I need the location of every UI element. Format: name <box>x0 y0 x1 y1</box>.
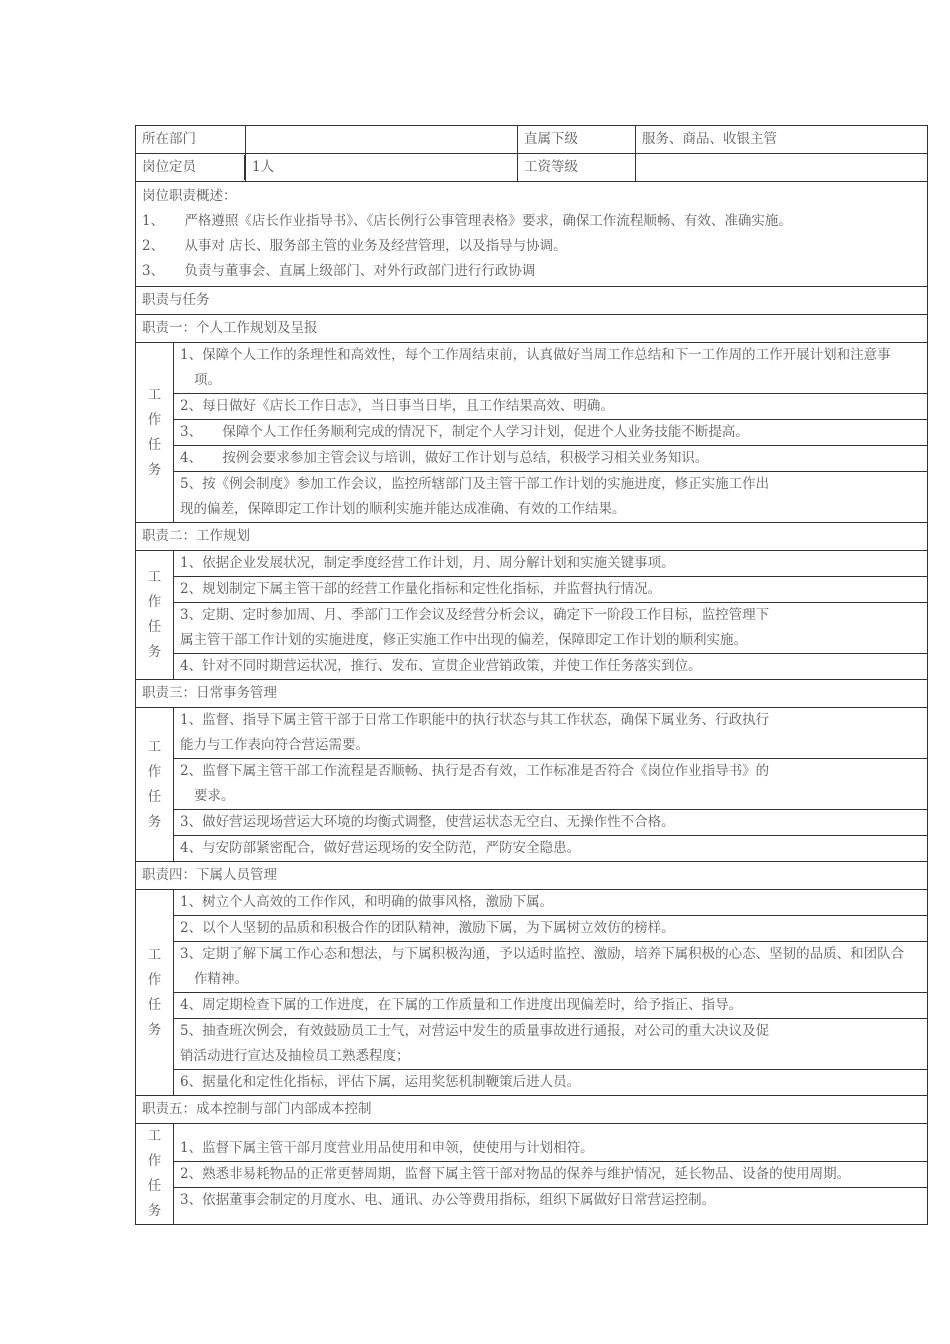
task-item-line: 2、监督下属主管干部工作流程是否顺畅、执行是否有效，工作标准是否符合《岗位作业指导书》的 <box>180 763 770 779</box>
job-description-document <box>135 125 927 1225</box>
task-label-char: 任 <box>147 996 162 1013</box>
headcount-label: 岗位定员 <box>136 155 245 180</box>
section-title: 职责三：日常事务管理 <box>136 680 928 708</box>
task-item-line: 1、树立个人高效的工作作风，和明确的做事风格，激励下属。 <box>180 894 554 910</box>
task-label-char: 工 <box>147 386 162 403</box>
task-item <box>174 810 927 836</box>
task-label-char: 务 <box>147 1203 162 1219</box>
task-label <box>136 343 174 523</box>
section-title: 职责五：成本控制与部门内部成本控制 <box>136 1096 928 1124</box>
job-table <box>135 125 928 1225</box>
task-item-line: 4、针对不同时期营运状况，推行、发布、宣贯企业营销政策，并使工作任务落实到位。 <box>180 658 702 674</box>
superior-label: 直属下级 <box>518 126 636 154</box>
task-item <box>174 472 927 523</box>
task-item-line: 3、定期、定时参加周、月、季部门工作会议及经营分析会议，确定下一阶段工作目标，监控管理下 <box>180 607 770 623</box>
task-item <box>174 577 927 603</box>
task-item-line: 2、每日做好《店长工作日志》，当日事当日毕，且工作结果高效、明确。 <box>180 398 614 414</box>
task-item-line: 1、监督下属主管干部月度营业用品使用和申领，使使用与计划相符。 <box>180 1139 594 1156</box>
task-item <box>174 942 927 993</box>
task-item <box>174 654 927 680</box>
grade-label: 工资等级 <box>518 154 636 182</box>
section-title: 职责二：工作规划 <box>136 523 928 551</box>
task-item-line: 现的偏差，保障即定工作计划的顺利实施并能达成准确、有效的工作结果。 <box>180 501 626 517</box>
task-item-line: 5、抽查班次例会，有效鼓励员工士气，对营运中发生的质量事故进行通报，对公司的重大决议及促 <box>180 1023 770 1039</box>
task-item <box>174 446 927 472</box>
section-title-row <box>136 862 928 890</box>
grade-value <box>636 154 928 182</box>
task-label-char: 工 <box>147 569 162 585</box>
task-item <box>174 1070 927 1096</box>
section-body-row <box>136 890 928 1096</box>
task-label-char: 任 <box>147 788 162 805</box>
dept-value <box>246 126 518 154</box>
task-item-line: 1、监督、指导下属主管干部于日常工作职能中的执行状态与其工作状态，确保下属业务、行政执行 <box>180 712 770 728</box>
task-item-line: 2、规划制定下属主管干部的经营工作量化指标和定性化指标，并监督执行情况。 <box>180 581 662 597</box>
overview-item: 2、 从事对 店长、服务部主管的业务及经营管理，以及指导与协调。 <box>142 238 567 254</box>
task-item <box>174 1187 927 1213</box>
duties-title: 职责与任务 <box>136 287 928 315</box>
task-item-line: 能力与工作表向符合营运需要。 <box>180 737 369 753</box>
task-label-char: 务 <box>147 461 162 478</box>
section-title: 职责一：个人工作规划及呈报 <box>136 315 928 343</box>
section-title-row <box>136 680 928 708</box>
task-item <box>174 394 927 420</box>
task-label-char: 作 <box>147 1153 162 1169</box>
section-body-row <box>136 343 928 523</box>
task-label-char: 务 <box>147 1021 162 1038</box>
task-label <box>136 1124 174 1225</box>
overview-item: 1、 严格遵照《店长作业指导书》、《店长例行公事管理表格》要求，确保工作流程顺畅、有效、准确实施。 <box>142 213 792 229</box>
task-item-line: 6、据量化和定性化指标，评估下属，运用奖惩机制鞭策后进人员。 <box>180 1074 581 1090</box>
task-item <box>174 420 927 446</box>
section-body-row <box>136 708 928 862</box>
task-label-char: 务 <box>147 644 162 660</box>
headcount-value: 1人 <box>246 154 518 182</box>
task-label-char: 作 <box>147 971 162 988</box>
task-label-char: 作 <box>147 411 162 428</box>
dept-label: 所在部门 <box>136 126 246 154</box>
task-label <box>136 551 174 680</box>
task-item-line: 5、按《例会制度》参加工作会议，监控所辖部门及主管干部工作计划的实施进度，修正实施工作出 <box>180 476 770 492</box>
task-item-line: 1、保障个人工作的条理性和高效性，每个工作周结束前，认真做好当周工作总结和下一工作周的工作开展计划和注意事 <box>180 347 891 363</box>
task-item <box>174 551 927 577</box>
task-item-line: 作精神。 <box>194 971 248 987</box>
task-label-char: 工 <box>147 946 162 963</box>
task-item-line: 要求。 <box>194 788 235 804</box>
task-item <box>174 603 927 654</box>
task-item <box>174 343 927 394</box>
header-row-2 <box>136 154 928 182</box>
task-item <box>174 708 927 759</box>
task-label <box>136 890 174 1096</box>
task-item-line: 3、依据董事会制定的月度水、电、通讯、办公等费用指标，组织下属做好日常营运控制。 <box>180 1191 716 1208</box>
task-label-char: 工 <box>147 1128 162 1144</box>
task-item <box>174 890 927 916</box>
task-label-char: 工 <box>147 738 162 755</box>
task-item-line: 3、定期了解下属工作心态和想法，与下属积极沟通，予以适时监控、激励，培养下属积极的心态、坚韧的品质、和团队合 <box>180 946 905 962</box>
task-item-line: 项。 <box>194 372 221 388</box>
task-label-char: 任 <box>147 619 162 635</box>
task-item <box>174 1136 927 1162</box>
task-item <box>174 836 927 862</box>
task-item-line: 销活动进行宣达及抽检员工熟悉程度； <box>180 1048 410 1064</box>
task-label <box>136 708 174 862</box>
section-body-row <box>136 551 928 680</box>
task-label-char: 作 <box>147 763 162 780</box>
task-item-line: 属主管干部工作计划的实施进度，修正实施工作中出现的偏差，保障即定工作计划的顺利实施。 <box>180 632 747 648</box>
task-item <box>174 993 927 1019</box>
section-title-row <box>136 1096 928 1124</box>
section-body-row <box>136 1124 928 1225</box>
task-item-line: 1、依据企业发展状况，制定季度经营工作计划，月、周分解计划和实施关键事项。 <box>180 555 675 571</box>
section-title: 职责四：下属人员管理 <box>136 862 928 890</box>
overview-title: 岗位职责概述： <box>142 188 237 204</box>
task-item <box>174 1019 927 1070</box>
task-item <box>174 1161 927 1187</box>
task-item <box>174 916 927 942</box>
task-item-line: 4、 按例会要求参加主管会议与培训，做好工作计划与总结，积极学习相关业务知识。 <box>180 450 709 466</box>
task-item-line: 4、与安防部紧密配合，做好营运现场的安全防范，严防安全隐患。 <box>180 840 581 856</box>
task-item-line: 3、 保障个人工作任务顺利完成的情况下，制定个人学习计划，促进个人业务技能不断提高。 <box>180 424 749 440</box>
overview-row <box>136 182 928 287</box>
task-label-char: 任 <box>147 1178 162 1194</box>
overview-item: 3、 负责与董事会、直属上级部门、对外行政部门进行行政协调 <box>142 263 536 279</box>
task-item-line: 4、周定期检查下属的工作进度，在下属的工作质量和工作进度出现偏差时，给予指正、指导。 <box>180 997 743 1013</box>
task-item-line: 3、做好营运现场营运大环境的均衡式调整，使营运状态无空白、无操作性不合格。 <box>180 814 675 830</box>
task-item-line: 2、熟悉非易耗物品的正常更替周期，监督下属主管干部对物品的保养与维护情况，延长物品、设备的使用周期。 <box>180 1165 851 1182</box>
duties-title-row <box>136 287 928 315</box>
section-title-row <box>136 315 928 343</box>
task-item-line: 2、以个人坚韧的品质和积极合作的团队精神，激励下属，为下属树立效仿的榜样。 <box>180 920 675 936</box>
section-title-row <box>136 523 928 551</box>
task-label-char: 任 <box>147 436 162 453</box>
task-label-char: 作 <box>147 594 162 610</box>
superior-value: 服务、商品、收银主管 <box>636 126 928 154</box>
task-label-char: 务 <box>147 813 162 830</box>
task-item <box>174 759 927 810</box>
header-row-1 <box>136 126 928 154</box>
